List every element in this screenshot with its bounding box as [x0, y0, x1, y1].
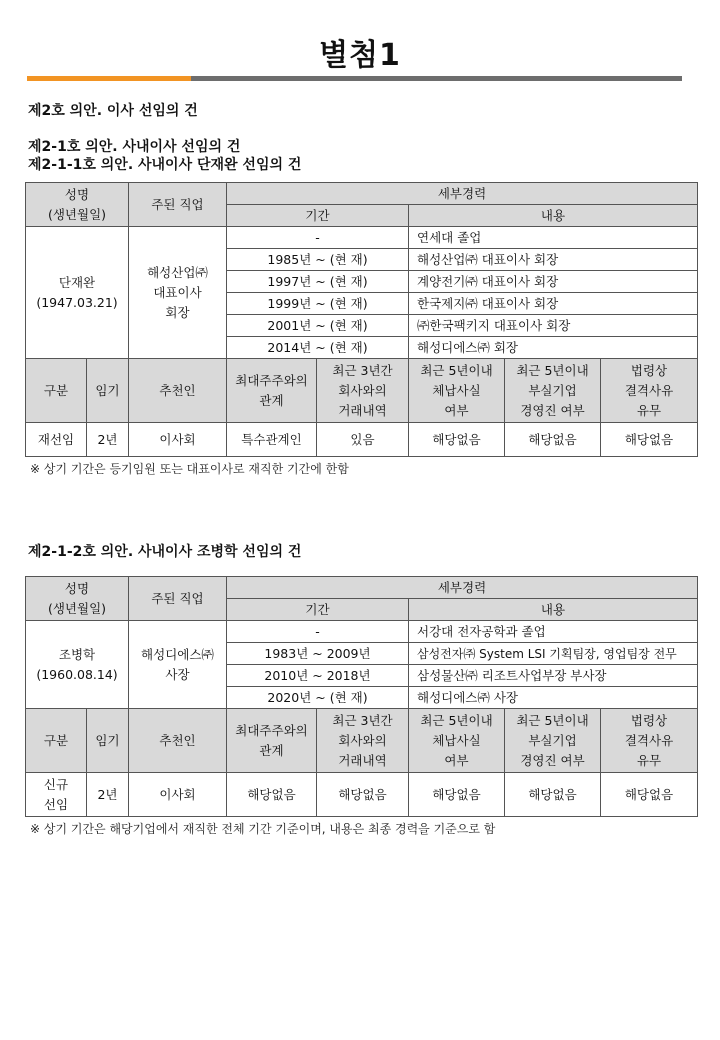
career-content: 계양전기㈜ 대표이사 회장 [409, 271, 698, 293]
trade-value: 있음 [317, 423, 409, 457]
insolvent-value: 해당없음 [505, 423, 601, 457]
content-header: 내용 [409, 205, 698, 227]
candidate2-note: ※ 상기 기간은 해당기업에서 재직한 전체 기간 기준이며, 내용은 최종 경력을 기준으로 함 [30, 822, 496, 836]
term-value: 2년 [87, 773, 129, 817]
term-value: 2년 [87, 423, 129, 457]
career-content: ㈜한국팩키지 대표이사 회장 [409, 315, 698, 337]
insolvent-value: 해당없음 [505, 773, 601, 817]
term-header: 임기 [87, 359, 129, 423]
career-period: 1999년 ~ (현 재) [227, 293, 409, 315]
delinquent-value: 해당없음 [409, 773, 505, 817]
disqual-value: 해당없음 [601, 773, 698, 817]
period-header: 기간 [227, 205, 409, 227]
recommender-header: 추천인 [129, 709, 227, 773]
career-content: 한국제지㈜ 대표이사 회장 [409, 293, 698, 315]
term-header: 임기 [87, 709, 129, 773]
career-content: 서강대 전자공학과 졸업 [409, 621, 698, 643]
career-content: 해성디에스㈜ 사장 [409, 687, 698, 709]
career-content: 연세대 졸업 [409, 227, 698, 249]
title-divider [27, 76, 682, 81]
content-header: 내용 [409, 599, 698, 621]
candidate1-heading: 제2-1-1호 의안. 사내이사 단재완 선임의 건 [28, 157, 302, 173]
relation-value: 특수관계인 [227, 423, 317, 457]
relation-value: 해당없음 [227, 773, 317, 817]
name-header: 성명 (생년월일) [26, 183, 129, 227]
career-period: 1985년 ~ (현 재) [227, 249, 409, 271]
relation-header: 최대주주와의 관계 [227, 709, 317, 773]
name-header: 성명 (생년월일) [26, 577, 129, 621]
job-header: 주된 직업 [129, 183, 227, 227]
delinquent-value: 해당없음 [409, 423, 505, 457]
career-header: 세부경력 [227, 577, 698, 599]
disqual-header: 법령상 결격사유 유무 [601, 709, 698, 773]
delinquent-header: 최근 5년이내 체납사실 여부 [409, 359, 505, 423]
career-period: - [227, 227, 409, 249]
delinquent-header: 최근 5년이내 체납사실 여부 [409, 709, 505, 773]
career-period: 1983년 ~ 2009년 [227, 643, 409, 665]
period-header: 기간 [227, 599, 409, 621]
recommender-value: 이사회 [129, 773, 227, 817]
candidate-name: 단재완 (1947.03.21) [26, 227, 129, 359]
trade-header: 최근 3년간 회사와의 거래내역 [317, 359, 409, 423]
type-value: 신규 선임 [26, 773, 87, 817]
candidate-job: 해성디에스㈜ 사장 [129, 621, 227, 709]
career-header: 세부경력 [227, 183, 698, 205]
career-content: 해성디에스㈜ 회장 [409, 337, 698, 359]
trade-value: 해당없음 [317, 773, 409, 817]
candidate2-table [25, 576, 698, 817]
career-period: 1997년 ~ (현 재) [227, 271, 409, 293]
job-header: 주된 직업 [129, 577, 227, 621]
relation-header: 최대주주와의 관계 [227, 359, 317, 423]
career-content: 삼성전자㈜ System LSI 기획팀장, 영업팀장 전무 [409, 643, 698, 665]
sub-agenda-heading: 제2-1호 의안. 사내이사 선임의 건 [28, 139, 241, 155]
insolvent-header: 최근 5년이내 부실기업 경영진 여부 [505, 359, 601, 423]
career-period: 2001년 ~ (현 재) [227, 315, 409, 337]
agenda-heading: 제2호 의안. 이사 선임의 건 [28, 103, 198, 119]
candidate1-note: ※ 상기 기간은 등기임원 또는 대표이사로 재직한 기간에 한함 [30, 462, 349, 476]
candidate-name: 조병학 (1960.08.14) [26, 621, 129, 709]
candidate1-table [25, 182, 698, 457]
candidate-job: 해성산업㈜ 대표이사 회장 [129, 227, 227, 359]
career-period: 2020년 ~ (현 재) [227, 687, 409, 709]
career-content: 해성산업㈜ 대표이사 회장 [409, 249, 698, 271]
career-period: - [227, 621, 409, 643]
career-period: 2014년 ~ (현 재) [227, 337, 409, 359]
candidate2-heading: 제2-1-2호 의안. 사내이사 조병학 선임의 건 [28, 544, 302, 560]
career-period: 2010년 ~ 2018년 [227, 665, 409, 687]
disqual-value: 해당없음 [601, 423, 698, 457]
disqual-header: 법령상 결격사유 유무 [601, 359, 698, 423]
trade-header: 최근 3년간 회사와의 거래내역 [317, 709, 409, 773]
type-header: 구분 [26, 359, 87, 423]
career-content: 삼성물산㈜ 리조트사업부장 부사장 [409, 665, 698, 687]
type-value: 재선임 [26, 423, 87, 457]
type-header: 구분 [26, 709, 87, 773]
page-title: 별첨1 [319, 38, 401, 73]
recommender-header: 추천인 [129, 359, 227, 423]
recommender-value: 이사회 [129, 423, 227, 457]
insolvent-header: 최근 5년이내 부실기업 경영진 여부 [505, 709, 601, 773]
